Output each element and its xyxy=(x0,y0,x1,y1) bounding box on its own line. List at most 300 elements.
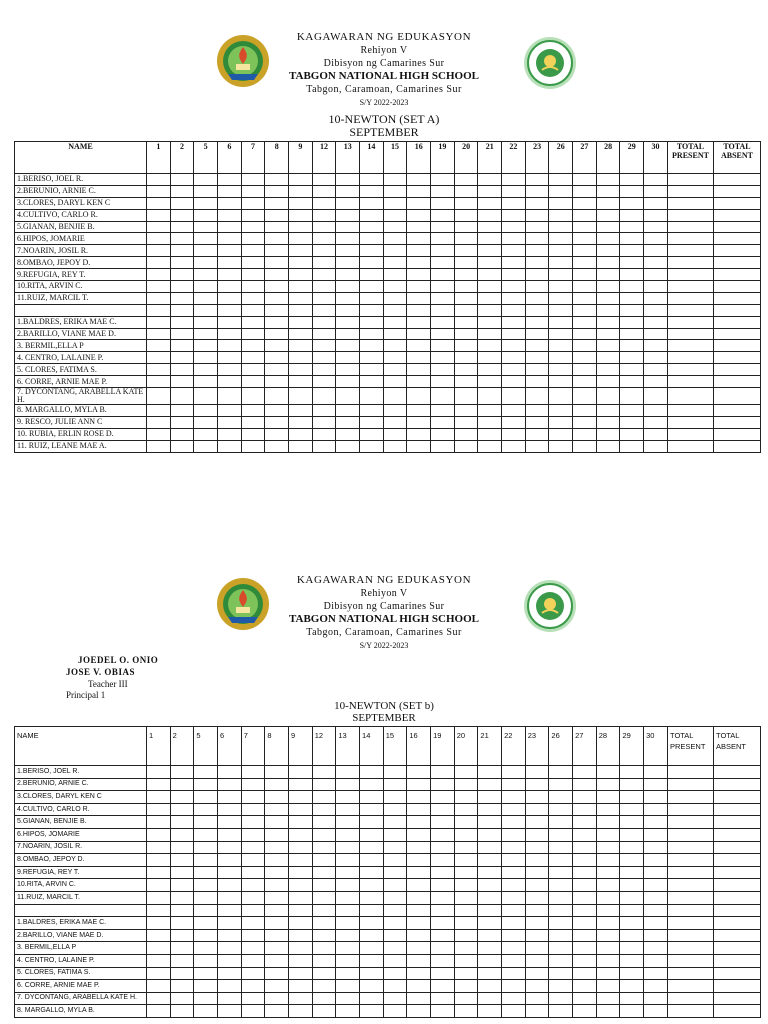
attendance-cell xyxy=(241,328,265,340)
attendance-cell xyxy=(170,854,194,867)
attendance-cell xyxy=(194,233,218,245)
attendance-cell xyxy=(336,917,360,930)
attendance-cell xyxy=(312,352,336,364)
attendance-cell xyxy=(147,209,171,221)
attendance-cell xyxy=(549,364,573,376)
attendance-cell xyxy=(218,992,242,1005)
table-row xyxy=(15,257,761,269)
attendance-cell xyxy=(431,1005,455,1018)
attendance-cell xyxy=(218,352,242,364)
attendance-cell xyxy=(383,340,407,352)
total-present-cell xyxy=(668,828,714,841)
attendance-cell xyxy=(336,416,360,428)
attendance-cell xyxy=(265,245,289,257)
total-absent-cell xyxy=(714,854,761,867)
attendance-cell xyxy=(383,405,407,417)
attendance-cell xyxy=(549,929,573,942)
total-present-cell xyxy=(668,980,714,993)
total-present-cell xyxy=(668,233,714,245)
day-column-header: 5 xyxy=(194,142,218,174)
attendance-cell xyxy=(431,904,455,917)
attendance-cell xyxy=(194,891,218,904)
attendance-cell xyxy=(502,376,526,388)
attendance-cell xyxy=(596,766,620,779)
day-column-header: 19 xyxy=(431,727,455,766)
attendance-cell xyxy=(478,428,502,440)
attendance-cell xyxy=(644,388,668,405)
attendance-cell xyxy=(407,304,431,316)
attendance-cell xyxy=(644,364,668,376)
attendance-cell xyxy=(170,174,194,186)
attendance-cell xyxy=(360,766,384,779)
attendance-cell xyxy=(241,904,265,917)
attendance-cell xyxy=(360,854,384,867)
attendance-cell xyxy=(147,891,171,904)
attendance-cell xyxy=(573,929,597,942)
attendance-cell xyxy=(620,954,644,967)
attendance-cell xyxy=(549,967,573,980)
attendance-cell xyxy=(525,778,549,791)
attendance-cell xyxy=(170,929,194,942)
attendance-cell xyxy=(289,854,313,867)
total-present-cell xyxy=(668,364,714,376)
attendance-cell xyxy=(525,197,549,209)
attendance-cell xyxy=(549,428,573,440)
attendance-cell xyxy=(265,904,289,917)
attendance-cell xyxy=(265,929,289,942)
attendance-cell xyxy=(289,197,313,209)
attendance-cell xyxy=(289,917,313,930)
attendance-cell xyxy=(549,304,573,316)
attendance-cell xyxy=(147,197,171,209)
attendance-cell xyxy=(289,1005,313,1018)
attendance-cell xyxy=(502,245,526,257)
attendance-cell xyxy=(454,174,478,186)
total-present-cell xyxy=(668,316,714,328)
attendance-cell xyxy=(573,904,597,917)
attendance-cell xyxy=(312,778,336,791)
attendance-cell xyxy=(241,376,265,388)
attendance-cell xyxy=(218,954,242,967)
attendance-cell xyxy=(241,879,265,892)
attendance-cell xyxy=(265,405,289,417)
attendance-cell xyxy=(644,854,668,867)
student-name-cell: 8. MARGALLO, MYLA B. xyxy=(15,1005,147,1018)
attendance-cell xyxy=(502,328,526,340)
attendance-cell xyxy=(312,904,336,917)
attendance-cell xyxy=(241,866,265,879)
attendance-cell xyxy=(147,364,171,376)
attendance-cell xyxy=(289,942,313,955)
attendance-cell xyxy=(525,967,549,980)
total-present-cell xyxy=(668,197,714,209)
student-name-cell: 2.BARILLO, VIANE MAE D. xyxy=(15,328,147,340)
day-column-header: 6 xyxy=(218,727,242,766)
attendance-cell xyxy=(218,980,242,993)
attendance-cell xyxy=(147,778,171,791)
attendance-cell xyxy=(147,942,171,955)
attendance-cell xyxy=(241,257,265,269)
attendance-cell xyxy=(289,269,313,281)
student-name-cell: 3.CLORES, DARYL KEN C xyxy=(15,197,147,209)
attendance-cell xyxy=(147,766,171,779)
table-row xyxy=(15,388,761,405)
attendance-cell xyxy=(360,929,384,942)
attendance-cell xyxy=(218,854,242,867)
attendance-cell xyxy=(383,980,407,993)
total-present-cell xyxy=(668,904,714,917)
attendance-cell xyxy=(265,292,289,304)
attendance-cell xyxy=(407,221,431,233)
attendance-cell xyxy=(573,828,597,841)
attendance-cell xyxy=(525,980,549,993)
attendance-cell xyxy=(407,967,431,980)
attendance-cell xyxy=(502,174,526,186)
attendance-cell xyxy=(502,1005,526,1018)
attendance-cell xyxy=(431,778,455,791)
day-column-header: 23 xyxy=(525,727,549,766)
attendance-cell xyxy=(454,828,478,841)
attendance-cell xyxy=(620,376,644,388)
attendance-cell xyxy=(644,174,668,186)
attendance-cell xyxy=(289,866,313,879)
total-absent-cell xyxy=(714,292,761,304)
attendance-cell xyxy=(312,233,336,245)
attendance-cell xyxy=(596,364,620,376)
attendance-cell xyxy=(170,233,194,245)
attendance-cell xyxy=(218,405,242,417)
attendance-cell xyxy=(336,174,360,186)
attendance-cell xyxy=(312,816,336,829)
total-absent-cell xyxy=(714,233,761,245)
attendance-cell xyxy=(502,185,526,197)
attendance-cell xyxy=(312,376,336,388)
table-row xyxy=(15,879,761,892)
attendance-cell xyxy=(478,245,502,257)
attendance-cell xyxy=(241,854,265,867)
student-name-cell: 4.CULTIVO, CARLO R. xyxy=(15,209,147,221)
total-absent-cell xyxy=(714,269,761,281)
attendance-cell xyxy=(596,245,620,257)
attendance-cell xyxy=(478,841,502,854)
attendance-cell xyxy=(241,245,265,257)
attendance-cell xyxy=(289,766,313,779)
attendance-cell xyxy=(241,929,265,942)
attendance-cell xyxy=(431,376,455,388)
attendance-cell xyxy=(218,340,242,352)
day-column-header: 20 xyxy=(454,142,478,174)
attendance-cell xyxy=(525,942,549,955)
attendance-cell xyxy=(218,364,242,376)
attendance-cell xyxy=(360,942,384,955)
attendance-cell xyxy=(478,304,502,316)
attendance-cell xyxy=(360,197,384,209)
attendance-cell xyxy=(360,221,384,233)
table-row xyxy=(15,245,761,257)
attendance-cell xyxy=(360,174,384,186)
attendance-cell xyxy=(478,185,502,197)
total-absent-cell xyxy=(714,803,761,816)
attendance-cell xyxy=(596,209,620,221)
attendance-cell xyxy=(478,292,502,304)
total-present-cell xyxy=(668,778,714,791)
total-present-cell xyxy=(668,816,714,829)
attendance-cell xyxy=(478,828,502,841)
attendance-cell xyxy=(502,766,526,779)
attendance-cell xyxy=(549,405,573,417)
total-present-cell xyxy=(668,281,714,293)
attendance-cell xyxy=(383,904,407,917)
attendance-cell xyxy=(170,992,194,1005)
attendance-cell xyxy=(383,428,407,440)
attendance-cell xyxy=(620,257,644,269)
total-absent-cell xyxy=(714,221,761,233)
total-present-cell xyxy=(668,428,714,440)
attendance-cell xyxy=(573,269,597,281)
attendance-cell xyxy=(383,281,407,293)
attendance-cell xyxy=(454,352,478,364)
region-name: Rehiyon V xyxy=(360,45,408,56)
attendance-cell xyxy=(312,340,336,352)
attendance-cell xyxy=(431,891,455,904)
attendance-cell xyxy=(620,879,644,892)
attendance-cell xyxy=(312,440,336,452)
attendance-cell xyxy=(218,185,242,197)
attendance-cell xyxy=(360,841,384,854)
attendance-cell xyxy=(644,440,668,452)
attendance-cell xyxy=(218,245,242,257)
attendance-cell xyxy=(502,292,526,304)
attendance-cell xyxy=(525,328,549,340)
attendance-cell xyxy=(644,866,668,879)
attendance-cell xyxy=(170,328,194,340)
attendance-cell xyxy=(147,803,171,816)
attendance-cell xyxy=(265,854,289,867)
attendance-cell xyxy=(265,954,289,967)
attendance-cell xyxy=(573,416,597,428)
attendance-cell xyxy=(573,304,597,316)
attendance-cell xyxy=(265,185,289,197)
total-present-cell xyxy=(668,245,714,257)
total-present-cell xyxy=(668,376,714,388)
total-absent-cell xyxy=(714,866,761,879)
attendance-cell xyxy=(312,954,336,967)
attendance-cell xyxy=(241,209,265,221)
attendance-cell xyxy=(431,428,455,440)
attendance-cell xyxy=(407,841,431,854)
attendance-cell xyxy=(312,992,336,1005)
attendance-cell xyxy=(360,281,384,293)
attendance-cell xyxy=(147,929,171,942)
attendance-cell xyxy=(644,257,668,269)
attendance-cell xyxy=(549,269,573,281)
total-absent-cell xyxy=(714,364,761,376)
attendance-cell xyxy=(407,233,431,245)
attendance-cell xyxy=(265,174,289,186)
total-present-cell xyxy=(668,388,714,405)
attendance-cell xyxy=(573,257,597,269)
table-row xyxy=(15,440,761,452)
attendance-cell xyxy=(454,405,478,417)
attendance-cell xyxy=(454,929,478,942)
attendance-cell xyxy=(218,967,242,980)
attendance-cell xyxy=(549,816,573,829)
attendance-cell xyxy=(525,917,549,930)
attendance-cell xyxy=(336,866,360,879)
attendance-cell xyxy=(620,980,644,993)
attendance-cell xyxy=(407,917,431,930)
attendance-cell xyxy=(454,803,478,816)
attendance-cell xyxy=(147,340,171,352)
attendance-cell xyxy=(620,405,644,417)
table-row xyxy=(15,233,761,245)
attendance-cell xyxy=(170,405,194,417)
attendance-cell xyxy=(573,803,597,816)
school-name: TABGON NATIONAL HIGH SCHOOL xyxy=(289,613,479,625)
attendance-cell xyxy=(312,197,336,209)
attendance-cell xyxy=(644,879,668,892)
table-row xyxy=(15,866,761,879)
attendance-cell xyxy=(478,942,502,955)
attendance-cell xyxy=(336,1005,360,1018)
attendance-cell xyxy=(596,1005,620,1018)
attendance-cell xyxy=(289,388,313,405)
attendance-cell xyxy=(241,405,265,417)
attendance-cell xyxy=(478,904,502,917)
attendance-cell xyxy=(454,416,478,428)
attendance-cell xyxy=(265,233,289,245)
attendance-cell xyxy=(289,221,313,233)
attendance-cell xyxy=(218,416,242,428)
school-address: Tabgon, Caramoan, Camarines Sur xyxy=(306,84,462,95)
attendance-cell xyxy=(549,316,573,328)
total-present-cell xyxy=(668,174,714,186)
attendance-cell xyxy=(502,791,526,804)
attendance-cell xyxy=(549,954,573,967)
attendance-cell xyxy=(620,364,644,376)
attendance-cell xyxy=(549,879,573,892)
attendance-cell xyxy=(407,416,431,428)
attendance-cell xyxy=(478,891,502,904)
attendance-cell xyxy=(147,376,171,388)
attendance-cell xyxy=(573,967,597,980)
document-header xyxy=(200,31,568,109)
day-column-header: 14 xyxy=(360,142,384,174)
attendance-cell xyxy=(194,304,218,316)
attendance-cell xyxy=(478,1005,502,1018)
attendance-cell xyxy=(431,405,455,417)
attendance-cell xyxy=(289,405,313,417)
attendance-cell xyxy=(549,904,573,917)
student-name-cell: 11. RUIZ, LEANE MAE A. xyxy=(15,440,147,452)
attendance-cell xyxy=(241,440,265,452)
attendance-cell xyxy=(454,854,478,867)
attendance-cell xyxy=(336,304,360,316)
attendance-cell xyxy=(478,766,502,779)
attendance-cell xyxy=(525,954,549,967)
region-name: Rehiyon V xyxy=(360,588,408,599)
total-present-cell xyxy=(668,209,714,221)
attendance-cell xyxy=(644,428,668,440)
attendance-cell xyxy=(194,174,218,186)
attendance-cell xyxy=(454,778,478,791)
attendance-cell xyxy=(265,1005,289,1018)
attendance-cell xyxy=(525,866,549,879)
attendance-cell xyxy=(573,917,597,930)
attendance-cell xyxy=(336,929,360,942)
total-absent-cell xyxy=(714,942,761,955)
attendance-cell xyxy=(573,292,597,304)
attendance-cell xyxy=(241,967,265,980)
total-present-cell xyxy=(668,340,714,352)
attendance-cell xyxy=(596,904,620,917)
attendance-cell xyxy=(525,416,549,428)
attendance-cell xyxy=(289,980,313,993)
attendance-cell xyxy=(194,209,218,221)
attendance-cell xyxy=(170,1005,194,1018)
attendance-cell xyxy=(194,245,218,257)
attendance-cell xyxy=(360,980,384,993)
attendance-cell xyxy=(289,929,313,942)
attendance-cell xyxy=(289,879,313,892)
attendance-cell xyxy=(644,221,668,233)
attendance-cell xyxy=(525,854,549,867)
attendance-cell xyxy=(170,416,194,428)
attendance-cell xyxy=(620,866,644,879)
attendance-cell xyxy=(573,352,597,364)
attendance-cell xyxy=(265,917,289,930)
attendance-cell xyxy=(573,233,597,245)
attendance-cell xyxy=(478,221,502,233)
attendance-cell xyxy=(478,316,502,328)
attendance-cell xyxy=(241,841,265,854)
attendance-cell xyxy=(407,364,431,376)
attendance-cell xyxy=(170,340,194,352)
attendance-cell xyxy=(218,816,242,829)
attendance-cell xyxy=(431,185,455,197)
attendance-cell xyxy=(407,197,431,209)
attendance-cell xyxy=(289,364,313,376)
attendance-cell xyxy=(573,245,597,257)
attendance-cell xyxy=(265,866,289,879)
attendance-cell xyxy=(478,376,502,388)
attendance-cell xyxy=(454,185,478,197)
attendance-cell xyxy=(478,233,502,245)
attendance-cell xyxy=(383,440,407,452)
attendance-cell xyxy=(218,209,242,221)
attendance-cell xyxy=(312,766,336,779)
attendance-cell xyxy=(525,304,549,316)
table-row xyxy=(15,197,761,209)
attendance-cell xyxy=(218,942,242,955)
day-column-header: 9 xyxy=(289,727,313,766)
attendance-cell xyxy=(170,269,194,281)
attendance-cell xyxy=(383,292,407,304)
attendance-cell xyxy=(431,233,455,245)
attendance-cell xyxy=(596,891,620,904)
attendance-cell xyxy=(336,316,360,328)
attendance-cell xyxy=(170,904,194,917)
month-title: SEPTEMBER xyxy=(352,712,416,724)
attendance-cell xyxy=(454,791,478,804)
attendance-cell xyxy=(596,828,620,841)
attendance-cell xyxy=(336,257,360,269)
attendance-cell xyxy=(194,257,218,269)
attendance-cell xyxy=(336,233,360,245)
attendance-cell xyxy=(549,174,573,186)
attendance-cell xyxy=(525,992,549,1005)
attendance-cell xyxy=(170,942,194,955)
